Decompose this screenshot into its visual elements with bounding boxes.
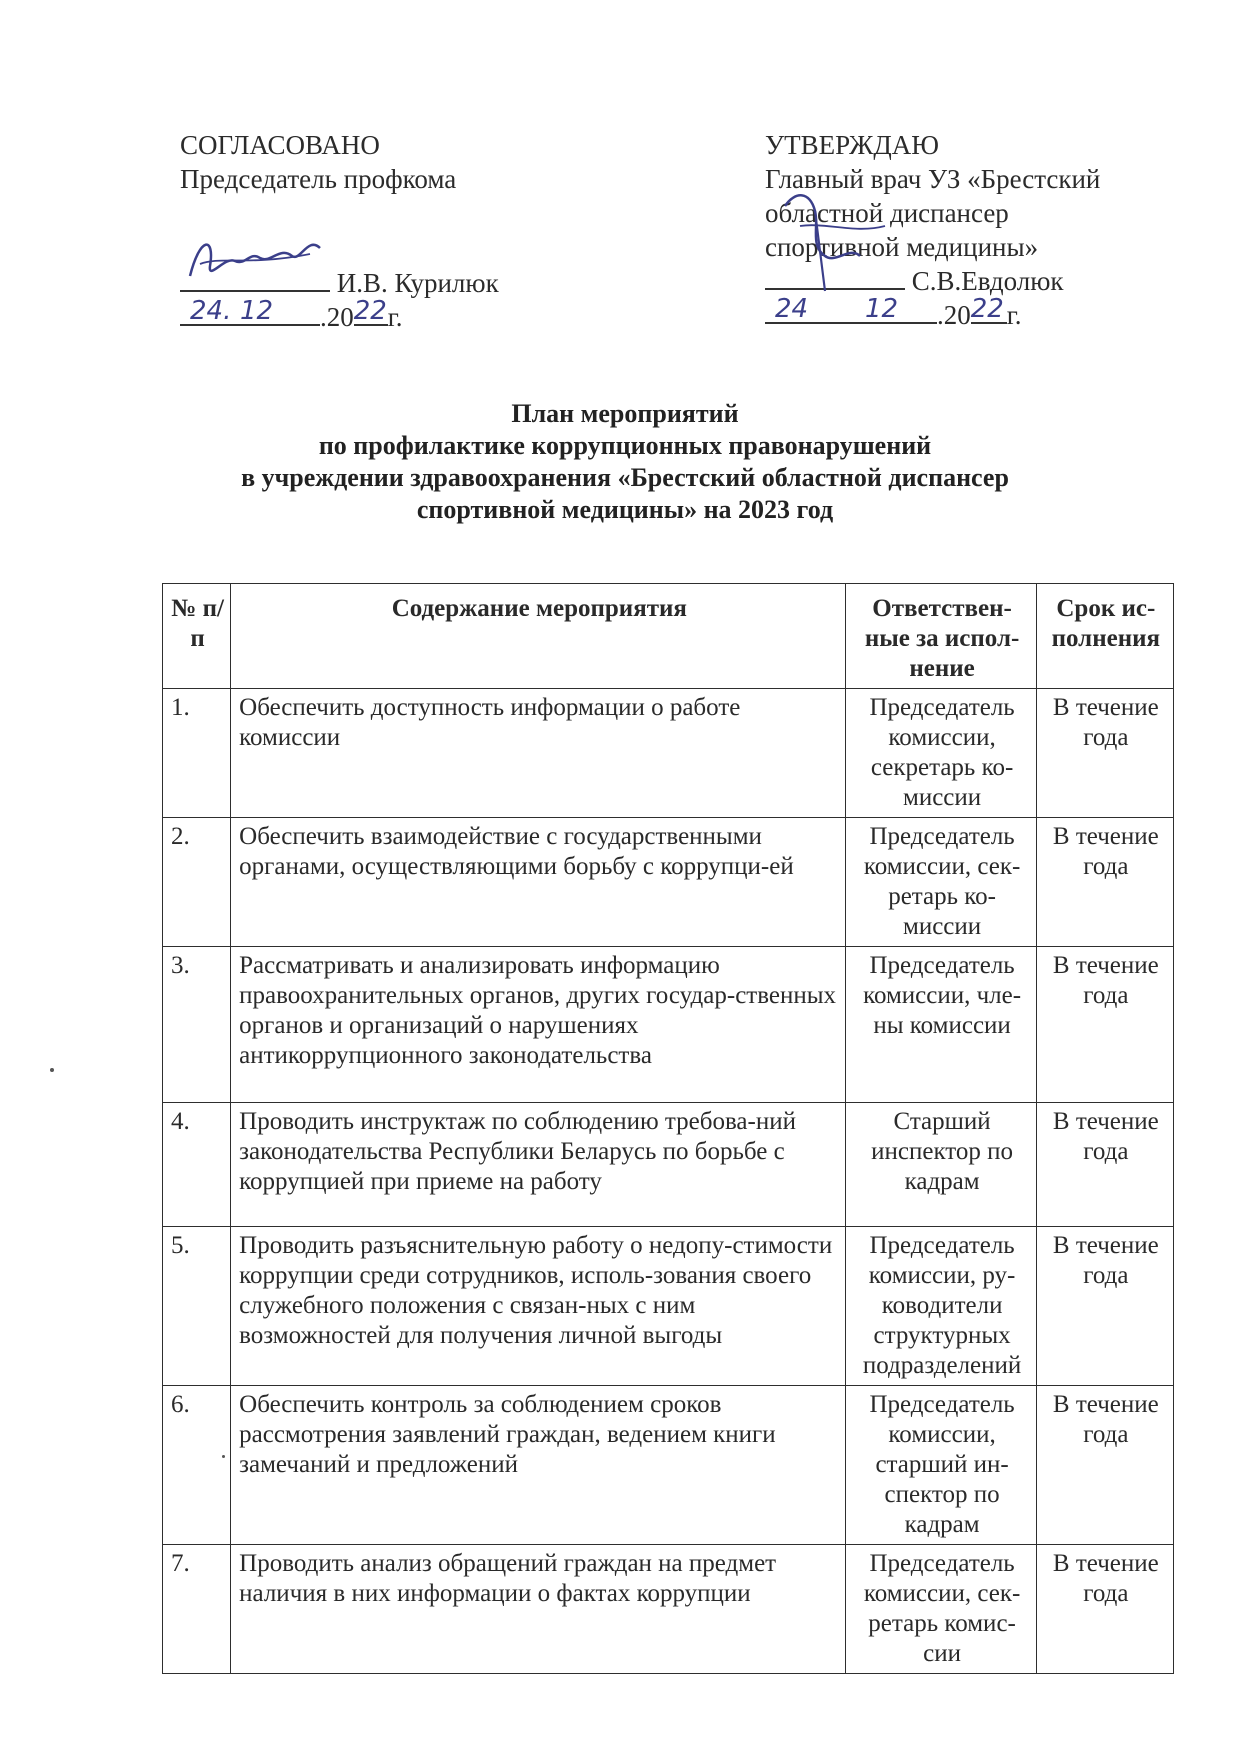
row-responsible: Старший инспектор по кадрам: [846, 1103, 1036, 1227]
signature-line: [765, 264, 905, 290]
row-deadline: В течение года: [1036, 689, 1173, 818]
row-num: 2.: [163, 818, 231, 947]
agreed-date-day: 24.: [190, 296, 232, 326]
activities-table: [162, 583, 1174, 1674]
approved-date-year-prefix: .20: [937, 300, 971, 330]
agreed-date-year-suffix: 22: [353, 296, 387, 326]
row-responsible: Председатель комиссии, секретарь ко-миссии: [846, 689, 1036, 818]
row-responsible: Председатель комиссии, старший ин-спектор по кадрам: [846, 1386, 1036, 1545]
row-deadline: В течение года: [1036, 1545, 1173, 1674]
agreed-position: Председатель профкома: [180, 164, 457, 194]
approved-position-line1: Главный врач УЗ «Брестский: [765, 164, 1101, 194]
table-row: [163, 1227, 1174, 1386]
header-deadline: Срок ис-полнения: [1036, 584, 1173, 689]
title-line-1: План мероприятий: [511, 399, 739, 428]
agreed-block: [180, 128, 580, 334]
row-num: 7.: [163, 1545, 231, 1674]
approved-date-month: 12: [865, 294, 899, 324]
table-row: [163, 1386, 1174, 1545]
title-line-2: по профилактике коррупционных правонарушений: [318, 431, 932, 460]
table-row: [163, 689, 1174, 818]
row-responsible: Председатель комиссии, ру-ководители структурных подразделений: [846, 1227, 1036, 1386]
row-activity: Проводить разъяснительную работу о недопу-стимости коррупции среди сотрудников, исполь-зования своего служебного положения с связан-ных с ним возможностей для получения личной выгоды: [231, 1227, 846, 1386]
agreed-date-tail: г.: [387, 302, 403, 332]
agreed-date-row: [180, 296, 580, 334]
title-line-3: в учреждении здравоохранения «Брестский областной диспансер: [241, 463, 1009, 492]
table-header-row: [163, 584, 1174, 689]
header-activity: Содержание мероприятия: [231, 584, 846, 689]
row-deadline: В течение года: [1036, 818, 1173, 947]
agreed-name: И.В. Курилюк: [336, 268, 499, 298]
row-responsible: Председатель комиссии, чле-ны комиссии: [846, 947, 1036, 1103]
approved-date-row: [765, 294, 1185, 332]
approved-date-tail: г.: [1006, 300, 1022, 330]
header-num: № п/п: [163, 584, 231, 689]
row-num: 4.: [163, 1103, 231, 1227]
agreed-date-year-prefix: .20: [320, 302, 354, 332]
table-row: [163, 947, 1174, 1103]
row-activity: Обеспечить контроль за соблюдением сроков рассмотрения заявлений граждан, ведением книги замечаний и предложений: [231, 1386, 846, 1545]
approved-heading: УТВЕРЖДАЮ: [765, 130, 940, 160]
table-row: [163, 818, 1174, 947]
row-deadline: В течение года: [1036, 947, 1173, 1103]
title-line-4: спортивной медицины» на 2023 год: [416, 495, 834, 524]
table-row: [163, 1545, 1174, 1674]
row-num: 6.: [163, 1386, 231, 1545]
approved-position-line3: спортивной медицины»: [765, 232, 1039, 262]
header-responsible: Ответствен-ные за испол-нение: [846, 584, 1036, 689]
row-num: 5.: [163, 1227, 231, 1386]
row-responsible: Председатель комиссии, сек-ретарь ко-миссии: [846, 818, 1036, 947]
scan-speck: [50, 1068, 54, 1072]
row-activity: Рассматривать и анализировать информацию правоохранительных органов, других государ-ственных органов и организаций о нарушениях антикоррупционного законодательства: [231, 947, 846, 1103]
row-deadline: В течение года: [1036, 1227, 1173, 1386]
row-activity: Обеспечить взаимодействие с государственными органами, осуществляющими борьбу с коррупци-ей: [231, 818, 846, 947]
agreed-heading: СОГЛАСОВАНО: [180, 130, 380, 160]
approved-block: [765, 128, 1185, 332]
row-deadline: В течение года: [1036, 1103, 1173, 1227]
row-activity: Проводить анализ обращений граждан на предмет наличия в них информации о фактах коррупции: [231, 1545, 846, 1674]
scan-speck: [222, 1455, 225, 1458]
approved-signature-row: [765, 264, 1185, 298]
row-deadline: В течение года: [1036, 1386, 1173, 1545]
document-title: [130, 398, 1120, 526]
row-activity: Проводить инструктаж по соблюдению требова-ний законодательства Республики Беларусь по борьбе с коррупцией при приеме на работу: [231, 1103, 846, 1227]
row-num: 3.: [163, 947, 231, 1103]
approved-position-line2: областной диспансер: [765, 198, 1009, 228]
signature-line: [180, 266, 330, 292]
agreed-signature-row: [180, 266, 580, 300]
handwritten-signature: [180, 226, 330, 286]
table-row: [163, 1103, 1174, 1227]
agreed-date-month: 12: [240, 296, 274, 326]
approved-name: С.В.Евдолюк: [911, 266, 1064, 296]
row-responsible: Председатель комиссии, сек-ретарь комис-сии: [846, 1545, 1036, 1674]
approved-date-year-suffix: 22: [970, 294, 1004, 324]
approved-date-day: 24: [775, 294, 809, 324]
row-num: 1.: [163, 689, 231, 818]
handwritten-signature: [755, 186, 915, 296]
row-activity: Обеспечить доступность информации о работе комиссии: [231, 689, 846, 818]
